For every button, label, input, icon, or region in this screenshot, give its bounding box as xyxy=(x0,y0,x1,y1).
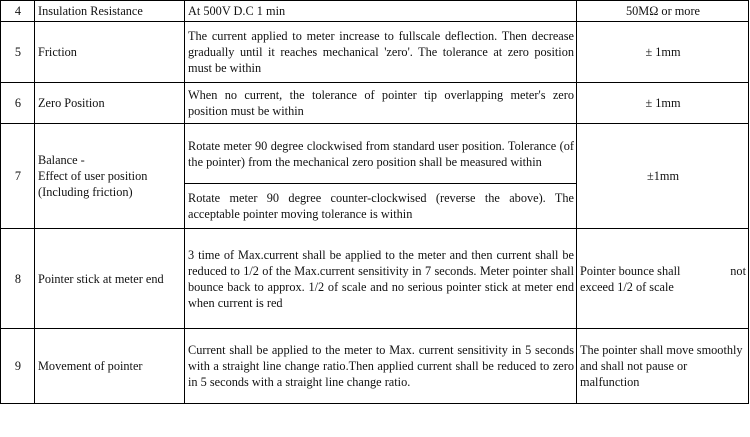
test-item-line: (Including friction) xyxy=(38,185,133,199)
tolerance: ± 1mm xyxy=(577,83,749,124)
table-row xyxy=(1,124,749,184)
row-number: 6 xyxy=(1,83,35,124)
row-number: 4 xyxy=(1,1,35,22)
tolerance-text: not xyxy=(730,263,746,278)
test-item: Insulation Resistance xyxy=(35,1,185,22)
test-item: Pointer stick at meter end xyxy=(35,229,185,329)
tolerance xyxy=(577,229,749,329)
test-condition: At 500V D.C 1 min xyxy=(185,1,577,22)
test-item: Movement of pointer xyxy=(35,329,185,404)
table-row xyxy=(1,83,749,124)
row-number: 5 xyxy=(1,22,35,83)
tolerance-line xyxy=(580,263,746,279)
tolerance: ±1mm xyxy=(577,124,749,229)
test-condition: Current shall be applied to the meter to Max. current sensitivity in 5 seconds with a straight line change ratio.Then applied current shall be reduced to zero in 5 seconds with a straight line change ratio. xyxy=(185,329,577,404)
test-condition-clockwise: Rotate meter 90 degree clockwised from standard user position. Tolerance (of the pointer) from the mechanical zero position shall be measured within xyxy=(185,124,577,184)
test-item: Zero Position xyxy=(35,83,185,124)
tolerance: The pointer shall move smoothly and shall not pause or malfunction xyxy=(577,329,749,404)
tolerance: 50MΩ or more xyxy=(577,1,749,22)
table-row xyxy=(1,329,749,404)
row-number: 9 xyxy=(1,329,35,404)
table-row xyxy=(1,229,749,329)
test-condition: 3 time of Max.current shall be applied to the meter and then current shall be reduced to 1/2 of the Max.current sensitivity in 7 seconds. Meter pointer shall bounce back to approx. 1/2 of scale and no serious pointer stick at meter end when current is red xyxy=(185,229,577,329)
row-number: 7 xyxy=(1,124,35,229)
test-condition-counterclockwise: Rotate meter 90 degree counter-clockwised (reverse the above). The acceptable pointer moving tolerance is within xyxy=(185,184,577,229)
test-condition: When no current, the tolerance of pointer tip overlapping meter's zero position must be within xyxy=(185,83,577,124)
test-item xyxy=(35,124,185,229)
tolerance-line: exceed 1/2 of scale xyxy=(580,279,674,294)
test-condition: The current applied to meter increase to fullscale deflection. Then decrease gradually until it reaches mechanical 'zero'. The tolerance at zero position must be within xyxy=(185,22,577,83)
test-item: Friction xyxy=(35,22,185,83)
tolerance: ± 1mm xyxy=(577,22,749,83)
table-row xyxy=(1,1,749,22)
row-number: 8 xyxy=(1,229,35,329)
tolerance-text: Pointer bounce shall xyxy=(580,263,681,278)
table-row xyxy=(1,22,749,83)
test-item-line: Balance - xyxy=(38,153,85,167)
test-item-line: Effect of user position xyxy=(38,169,148,183)
